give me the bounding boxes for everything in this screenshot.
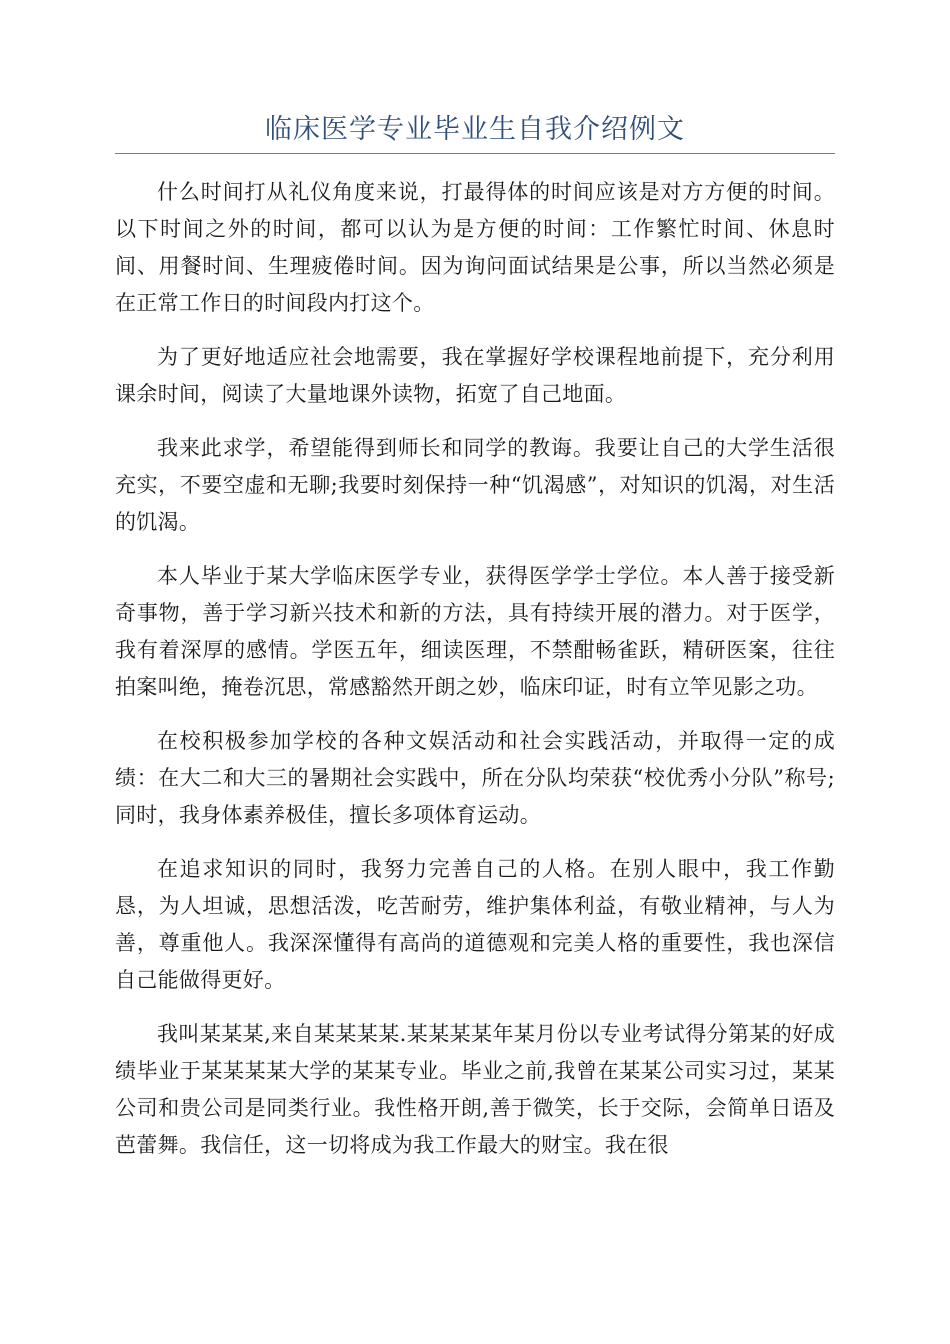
paragraph: 什么时间打从礼仪角度来说，打最得体的时间应该是对方方便的时间。以下时间之外的时间，都可以认为是方便的时间：工作繁忙时间、休息时间、用餐时间、生理疲倦时间。因为询问面试结果是公事，所以当然必须是在正常工作日的时间段内打这个。 [115, 180, 835, 315]
document-title: 临床医学专业毕业生自我介绍例文 [265, 114, 685, 145]
paragraph: 在校积极参加学校的各种文娱活动和社会实践活动，并取得一定的成绩：在大二和大三的暑期社会实践中，所在分队均荣获“校优秀小分队”称号;同时，我身体素养极佳，擅长多项体育运动。 [115, 729, 835, 827]
paragraph: 本人毕业于某大学临床医学专业，获得医学学士学位。本人善于接受新奇事物，善于学习新兴技术和新的方法，具有持续开展的潜力。对于医学，我有着深厚的感情。学医五年，细读医理，不禁酣畅雀跃，精研医案，往往拍案叫绝，掩卷沉思，常感豁然开朗之妙，临床印证，时有立竿见影之功。 [115, 564, 835, 699]
paragraph: 为了更好地适应社会地需要，我在掌握好学校课程地前提下，充分利用课余时间，阅读了大量地课外读物，拓宽了自己地面。 [115, 345, 835, 406]
title-underline [115, 153, 835, 154]
paragraph: 我叫某某某,来自某某某某.某某某某年某月份以专业考试得分第某的好成绩毕业于某某某某大学的某某专业。毕业之前,我曾在某某公司实习过，某某公司和贵公司是同类行业。我性格开朗,善于微笑，长于交际，会简单日语及芭蕾舞。我信任，这一切将成为我工作最大的财宝。我在很 [115, 1022, 835, 1157]
document-body [115, 174, 835, 1181]
paragraph: 在追求知识的同时，我努力完善自己的人格。在别人眼中，我工作勤恳，为人坦诚，思想活泼，吃苦耐劳，维护集体利益，有敬业精神，与人为善，尊重他人。我深深懂得有高尚的道德观和完美人格的重要性，我也深信自己能做得更好。 [115, 857, 835, 992]
paragraph: 我来此求学，希望能得到师长和同学的教诲。我要让自己的大学生活很充实，不要空虚和无聊;我要时刻保持一种“饥渴感”，对知识的饥渴，对生活的饥渴。 [115, 436, 835, 534]
